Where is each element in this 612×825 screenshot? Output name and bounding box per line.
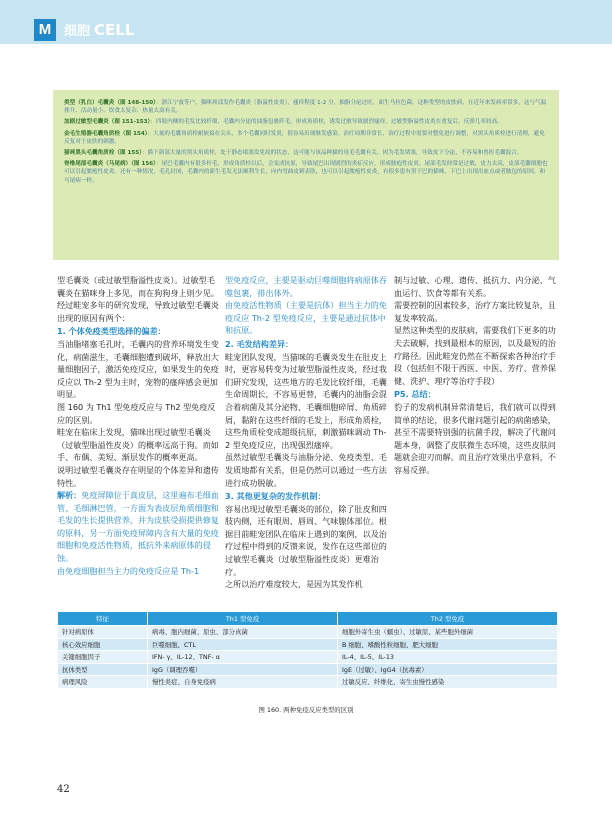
table-cell: 关键细胞因子 bbox=[58, 651, 148, 664]
section-title bbox=[64, 19, 134, 41]
table-row bbox=[58, 638, 558, 651]
analysis-tag: 解析： bbox=[57, 490, 82, 501]
table-cell: 细胞外寄生虫（蠕虫）、过敏原、某些胞外细菌 bbox=[338, 626, 558, 639]
table-cell: 针对病原体 bbox=[58, 626, 148, 639]
section-title-cn: 细胞 bbox=[64, 24, 91, 39]
subheading: 2. 毛发结构差异： bbox=[225, 338, 294, 349]
header-banner bbox=[0, 0, 612, 44]
text-column-2 bbox=[225, 274, 387, 591]
summary-item bbox=[64, 130, 549, 146]
summary-item bbox=[64, 160, 549, 185]
section-badge: M bbox=[34, 19, 56, 41]
body-paragraph: 虽然过敏型毛囊炎与油脂分泌、免疫类型、毛发质地都有关系，但是仍然可以通过一些方法进行成功脱敏。 bbox=[225, 452, 387, 488]
body-paragraph: 畦宠团队发现，当猫咪的毛囊炎发生在肚皮上时，更容易转变为过敏型脂溢性皮炎，经过我们研究发现，这些地方的毛发比较纤细，毛囊生命周期长，不容易更替，毛囊内的油脂会混合着病菌及其分泌物、毛囊细胞碎屑、角质碎屑，黏附在这些纤细的毛发上，形成角质栓，这些角质栓变成超级抗原，刺激猫咪调动 Th-2 型免疫反应，出现强烈瘙痒。 bbox=[225, 351, 387, 450]
summary-item-tag: 类型（乳白）毛囊炎（图 148-150） bbox=[64, 100, 156, 106]
body-paragraph: 容易出现过敏型毛囊炎的部位，除了肚皮和四肢内侧，还有眼周、唇周、气味腺体部位。根据目前畦宠团队在临床上遇到的案例，以及治疗过程中得到的反馈来说，发作在这些部位的过敏型毛囊炎（过敏型脂溢性皮炎）更难治疗。 bbox=[225, 503, 387, 577]
table-cell: 病毒、胞内细菌、原虫、部分真菌 bbox=[148, 626, 338, 639]
subheading: 1. 个体免疫类型选择的偏差： bbox=[57, 326, 166, 337]
section-title-en: CELL bbox=[94, 21, 135, 39]
summary-item-tag: 脊椎尾部毛囊炎（马尾病）（图 156） bbox=[64, 161, 156, 168]
table-cell: B 细胞、嗜酸性粒细胞、肥大细胞 bbox=[338, 638, 558, 651]
table-cell: IL-4、IL-5、IL-13 bbox=[338, 651, 558, 664]
analysis-paragraph bbox=[57, 489, 219, 565]
page-number: 42 bbox=[57, 784, 70, 795]
summary-item bbox=[64, 99, 549, 115]
table-cell: 巨噬细胞、CTL bbox=[148, 638, 338, 651]
body-paragraph: 型毛囊炎（或过敏型脂溢性皮炎）。过敏型毛囊炎在猫咪身上多见，而在狗狗身上则少见。经过畦宠多年的研究发现，导致过敏型毛囊炎出现的原因有两个： bbox=[57, 275, 219, 323]
highlight-paragraph: 由免疫活性物质（主要是抗体）担当主力的免疫反应 Th-2 型免疫反应，主要是通过抗体中和抗原。 bbox=[225, 300, 387, 336]
summary-item-tag: 猫咪黑头毛囊角质栓（图 155） bbox=[64, 150, 142, 157]
summary-item-tag: 金毛生殖器毛囊角质栓（图 154） bbox=[64, 130, 148, 137]
table-cell: IgE（过敏）、IgG4（抗毒素） bbox=[338, 663, 558, 676]
body-paragraph: 显然这种类型的皮肤病，需要我们下更多的功夫去破解，找到最根本的原因，以及最短的治疗路径。因此畦宠仍然在不断探索各种治疗手段（包括但不限于西医、中医、芳疗、营养保健、洗护、理疗等治疗手段） bbox=[394, 325, 556, 386]
immune-comparison-table bbox=[57, 611, 557, 689]
table-cell: 病理风险 bbox=[58, 676, 148, 689]
body-paragraph: 畦宠在临床上发现，猫咪出现过敏型毛囊炎（过敏型脂溢性皮炎）的概率远高于狗。而如手、布偶、美短、渐层发作的概率更高。 bbox=[57, 427, 219, 463]
text-column-3 bbox=[394, 274, 556, 477]
body-paragraph: 之所以治疗难度较大，是因为其发作机 bbox=[225, 579, 363, 590]
figure-caption: 图 160. 两种免疫反应类型的区别 bbox=[258, 706, 354, 714]
highlight-paragraph: 型免疫反应，主要是驱动巨噬细胞将病原体吞噬包裹，排出体外。 bbox=[225, 275, 387, 298]
table-row bbox=[58, 676, 558, 689]
body-paragraph: 豹子的发病机制异常清楚后，我们就可以得到简单的结论，很多代谢问题引起的病菌感染，甚至不需要特别强的抗菌手段，解决了代谢问题本身，调整了皮肤微生态环境，这些皮肤问题就会迎刃而解。而且治疗效果出乎意料，不容易反弹。 bbox=[394, 401, 556, 475]
table-header-row bbox=[58, 612, 558, 626]
table-header-cell: 特征 bbox=[58, 612, 148, 626]
table-row bbox=[58, 626, 558, 639]
table-row bbox=[58, 651, 558, 664]
summary-item bbox=[64, 118, 549, 126]
summary-item-text: ：猫下颌部大量的黑头角质栓，处于静态堵塞发免疫的状态，这可能与该品种猫的母毛毛囊有关。因为毛发堵塞，导致皮下分泌，不容易和兽医毛囊混合。 bbox=[141, 150, 523, 157]
table-cell: 过敏反应、纤维化、寄生虫慢性感染 bbox=[338, 676, 558, 689]
body-paragraph: 图 160 为 Th1 型免疫反应与 Th2 型免疫反应的区别。 bbox=[57, 401, 216, 425]
body-paragraph: 制与过敏、心理、遗传、抵抗力、内分泌、气血运行、饮食等都有关系。 bbox=[394, 275, 556, 298]
table-row bbox=[58, 663, 558, 676]
summary-item-text: ：四肢内侧的毛发比较纤细，毛囊内分泌的油脂包裹纤毛，形成角质栓，诱发过敏导致剧烈瘙痒。过敏型脂溢性皮炎在重复后，反弹几率较高。 bbox=[150, 119, 503, 126]
body-paragraph: 需要控制的因素较多，治疗方案比较复杂，且复发率较高。 bbox=[394, 300, 556, 323]
table-cell: 核心效应细胞 bbox=[58, 638, 148, 651]
summary-item-text: ：尾巴毛囊内有很多杆毛，形成角质栓以后，会变成抗原，导致尾巴出现剧烈的炎症反应，形成脓疱性皮炎，尾部毛发经常是过敏，皮力太高，皮部毛囊细胞也可以引起脓疱性皮炎。还有一种情况，毛孔封闭，毛囊内的新生毛发无法顺利生长，向内弯曲皮刺表肤，也可以引起脓疱性皮炎，有很多患有黑下巴的猫咪，下巴上出现出血点或者脓包的原因，和马尾病一样。 bbox=[64, 161, 548, 184]
table-header-cell: Th2 型免疫 bbox=[338, 612, 558, 626]
body-paragraph: 说明过敏型毛囊炎存在明显的个体差异和遗传特性。 bbox=[57, 464, 219, 488]
subheading: P5. 总结： bbox=[394, 389, 436, 400]
analysis-text: 免疫屏障位于真皮层，这里遍布毛细血管、毛细淋巴管，一方面为表皮层角质细胞和毛发的生长提供营养，并为皮肤受损提供修复的原料，另一方面免疫屏障内含有大量的免疫细胞和免疫活性物质，抵抗外来病原体的侵蚀。 bbox=[57, 490, 219, 564]
subheading: 3. 其他更复杂的发作机制： bbox=[225, 491, 326, 502]
table-cell: IFN- γ、IL-12、TNF- α bbox=[148, 651, 338, 664]
table-header-cell: Th1 型免疫 bbox=[148, 612, 338, 626]
summary-box bbox=[53, 90, 559, 260]
text-column-1 bbox=[57, 274, 219, 577]
table-cell: IgG（调理吞噬） bbox=[148, 663, 338, 676]
summary-item-text: ：浙江宁波等户，猫咪须部发作毛囊炎（脂溢性皮炎），瘙痒程度 1-2 分，抽脂分泌过旺，面生马拉色菌。这种类型的皮肤病，在近年来发病率常多，这与气温排升、活动量小、饮食太复杂、热量太高有关。 bbox=[64, 100, 547, 115]
summary-item-tag: 加剧过敏型毛囊炎（图 151-153） bbox=[64, 119, 151, 126]
table-cell: 抗体类型 bbox=[58, 663, 148, 676]
highlight-paragraph: 由免疫细胞担当主力的免疫反应是 Th-1 bbox=[57, 565, 200, 576]
table-body bbox=[58, 626, 558, 689]
body-paragraph: 当油脂堵塞毛孔时，毛囊内的营养环境发生变化，病菌滋生，毛囊细胞遭到破坏，释放出大量细胞因子，激活免疫反应，如果发生的免疫反应以 Th-2 型为主时，宠物的瘙痒感会更加明显。 bbox=[57, 338, 219, 400]
table-cell: 慢性炎症、自身免疫病 bbox=[148, 676, 338, 689]
summary-item-text: ：大量的毛囊角质栓耐嵌接在尖头，多个毛囊同时发炎，很容易出现继发感染。治疗周期非常长，治疗过程中需要对整免进行调整，对黑头角质栓进行清理，避免反复对于皮肤的刺激。 bbox=[64, 130, 545, 145]
summary-item bbox=[64, 149, 549, 157]
